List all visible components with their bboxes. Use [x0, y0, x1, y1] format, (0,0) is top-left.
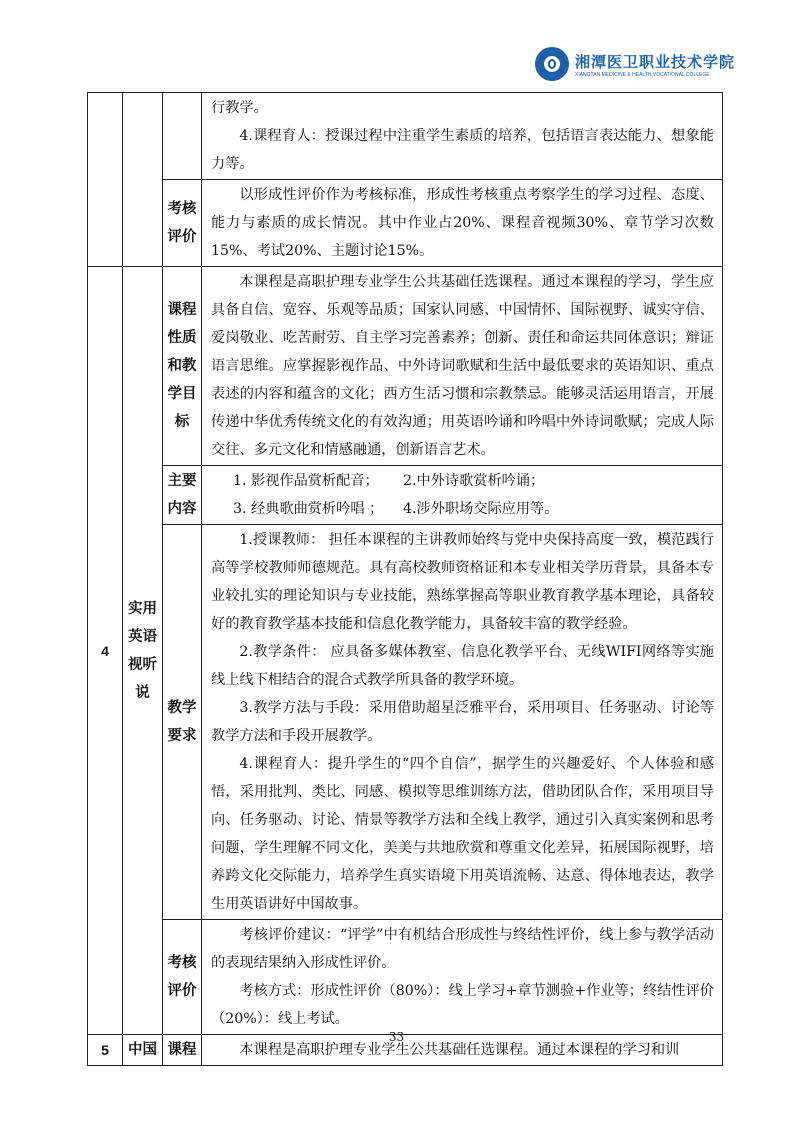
course5-label: 课程: [163, 1035, 202, 1066]
prev-num-cell: [88, 93, 123, 267]
content-label: 主要 内容: [163, 466, 202, 525]
eval-text: 考核评价建议：“评学”中有机结合形成性与终结性评价，线上参与教学活动的表现结果纳入形成性评价。 考核方式：形成性评价（80%）：线上学习+章节测验+作业等；终结性评价（20%）：线上考试。: [202, 920, 723, 1035]
course5-name: 中国: [123, 1035, 163, 1066]
course5-number: 5: [88, 1035, 123, 1066]
course5-text: 本课程是高职护理专业学生公共基础任选课程。通过本课程的学习和训: [202, 1035, 723, 1066]
prev-teach-tail: 行教学。 4.课程育人：授课过程中注重学生素质的培养，包括语言表达能力、想象能力等。: [202, 93, 723, 180]
requirements-text: 1.授课教师： 担任本课程的主讲教师始终与党中央保持高度一致，模范践行高等学校教师师德规范。具有高校教师资格证和本专业相关学历背景，具备本专业较扎实的理论知识与专业技能，熟练掌握高等职业教育教学基本理论，具备较好的教育教学基本技能和信息化教学能力，具备较丰富的教学经验。 2.教学条件： 应具备多媒体教室、信息化教学平台、无线WIFI网络等实施线上线下相结合的混合式教学所具备的教学环境。 3.教学方法与手段：采用借助超星泛雅平台，采用项目、任务驱动、讨论等教学方法和手段开展教学。 4.课程育人：提升学生的“四个自信”，据学生的兴趣爱好、个人体验和感悟，采用批判、类比、同感、模拟等思维训练方法，借助团队合作，采用项目导向、任务驱动、讨论、情景等教学方法和全线上教学，通过引入真实案例和思考问题，学生理解不同文化，美美与共地欣赏和尊重文化差异，拓展国际视野，培养跨文化交际能力，培养学生真实语境下用英语流畅、达意、得体地表达，教学生用英语讲好中国故事。: [202, 525, 723, 920]
college-seal-icon: [535, 47, 569, 81]
eval-label: 考核 评价: [163, 920, 202, 1035]
nature-text: 本课程是高职护理专业学生公共基础任选课程。通过本课程的学习，学生应具备自信、宽容、乐观等品质；国家认同感、中国情怀、国际视野、诚实守信、爱岗敬业、吃苦耐劳、自主学习完善素养；创新、责任和命运共同体意识；辩证语言思维。应掌握影视作品、中外诗词歌赋和生活中最低要求的英语知识、重点表述的内容和蕴含的文化；西方生活习惯和宗教禁忌。能够灵活运用语言，开展传递中华优秀传统文化的有效沟通；用英语吟诵和吟唱中外诗词歌赋；完成人际交往、多元文化和情感融通，创新语言艺术。: [202, 267, 723, 466]
college-logo: [535, 47, 735, 81]
prev-eval-text: 以形成性评价作为考核标准，形成性考核重点考察学生的学习过程、态度、能力与素质的成长情况。其中作业占20%、课程音视频30%、章节学习次数15%、考试20%、主题讨论15%。: [202, 180, 723, 267]
page-number: 33: [388, 1030, 405, 1044]
prev-label-cell: [163, 93, 202, 180]
requirements-label: 教学 要求: [163, 525, 202, 920]
course-name: 实用 英语 视听 说: [123, 267, 163, 1035]
nature-label: 课程 性质 和教 学目 标: [163, 267, 202, 466]
logo-english-name: XIANGTAN MEDICINE & HEALTH VOCATIONAL COLLEGE: [575, 71, 710, 78]
prev-name-cell: [123, 93, 163, 267]
course-table: [87, 92, 723, 1066]
content-list: 1. 影视作品赏析配音； 2.中外诗歌赏析吟诵； 3. 经典歌曲赏析吟唱 ； 4.涉外职场交际应用等。: [202, 466, 723, 525]
prev-eval-label: 考核 评价: [163, 180, 202, 267]
course-number: 4: [88, 267, 123, 1035]
logo-chinese-name: 湘潭医卫职业技术学院: [575, 52, 736, 71]
